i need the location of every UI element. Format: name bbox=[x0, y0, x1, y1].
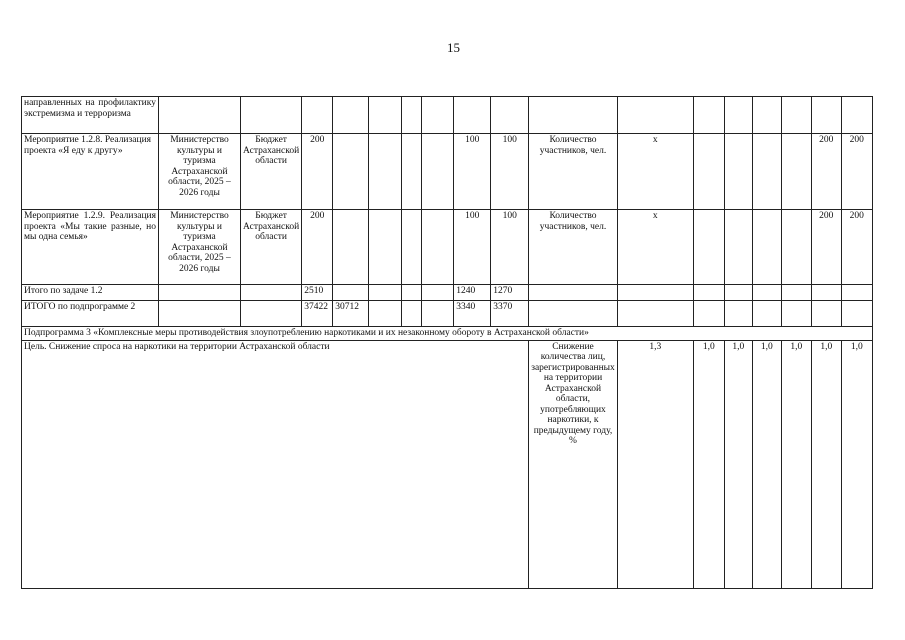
cell-total: 37422 bbox=[302, 301, 333, 327]
cell-executor: Министерство культуры и туризма Астраханской области, 2025 – 2026 годы bbox=[159, 134, 241, 210]
cell-target-2030: 1,0 bbox=[841, 340, 872, 588]
cell-target-2027: 1,0 bbox=[752, 340, 781, 588]
cell-2026: 100 bbox=[491, 134, 529, 210]
cell-label: ИТОГО по подпрограмме 2 bbox=[22, 301, 159, 327]
table-row-total-task-1-2 bbox=[22, 285, 873, 301]
cell-2025: 100 bbox=[454, 210, 491, 285]
cell-2026: 3370 bbox=[491, 301, 529, 327]
cell-base: х bbox=[617, 134, 693, 210]
cell-indicator: Количество участников, чел. bbox=[529, 134, 618, 210]
table-row-total-subprogram-2 bbox=[22, 301, 873, 327]
table-row-event-1-2-8 bbox=[22, 134, 873, 210]
cell-goal: Цель. Снижение спроса на наркотики на территории Астраханской области bbox=[22, 340, 529, 588]
cell-2025: 100 bbox=[454, 134, 491, 210]
cell-indicator: Количество участников, чел. bbox=[529, 210, 618, 285]
cell-target-2025: 1,0 bbox=[693, 340, 724, 588]
table-row-subprogram-3-title bbox=[22, 327, 873, 341]
page-number: 15 bbox=[447, 40, 460, 55]
cell-2025: 1240 bbox=[454, 285, 491, 301]
cell-base: 1,3 bbox=[617, 340, 693, 588]
cell-executor: Министерство культуры и туризма Астраханской области, 2025 – 2026 годы bbox=[159, 210, 241, 285]
cell-target-2030: 200 bbox=[841, 134, 872, 210]
program-table bbox=[21, 96, 873, 589]
cell-target-2029: 200 bbox=[811, 210, 841, 285]
cell-2026: 1270 bbox=[491, 285, 529, 301]
table-row-goal bbox=[22, 340, 873, 588]
cell-indicator: Снижение количества лиц, зарегистрированных на территории Астраханской области, употребляющих наркотики, к предыдущему году, % bbox=[529, 340, 618, 588]
cell-target-2029: 200 bbox=[811, 134, 841, 210]
table-row-event-1-2-9 bbox=[22, 210, 873, 285]
table-row-continuation bbox=[22, 97, 873, 134]
cell-target-2026: 1,0 bbox=[724, 340, 752, 588]
cell-2026: 100 bbox=[491, 210, 529, 285]
cell-target-2029: 1,0 bbox=[811, 340, 841, 588]
cell-name: направленных на профилактику экстремизма и терроризма bbox=[22, 97, 159, 134]
cell-total: 2510 bbox=[302, 285, 333, 301]
cell-total: 200 bbox=[302, 210, 333, 285]
cell-target-2028: 1,0 bbox=[781, 340, 811, 588]
cell-label: Итого по задаче 1.2 bbox=[22, 285, 159, 301]
cell-2025: 3340 bbox=[454, 301, 491, 327]
cell-base: х bbox=[617, 210, 693, 285]
cell-name: Мероприятие 1.2.8. Реализация проекта «Я еду к другу» bbox=[22, 134, 159, 210]
cell-target-2030: 200 bbox=[841, 210, 872, 285]
cell-source: Бюджет Астраханской области bbox=[241, 134, 302, 210]
subprogram-3-title: Подпрограмма 3 «Комплексные меры противодействия злоупотреблению наркотиками и их незаконному обороту в Астраханской области» bbox=[22, 327, 873, 341]
cell-total: 200 bbox=[302, 134, 333, 210]
cell-source: Бюджет Астраханской области bbox=[241, 210, 302, 285]
cell-2020: 30712 bbox=[333, 301, 369, 327]
cell-name: Мероприятие 1.2.9. Реализация проекта «Мы такие разные, но мы одна семья» bbox=[22, 210, 159, 285]
